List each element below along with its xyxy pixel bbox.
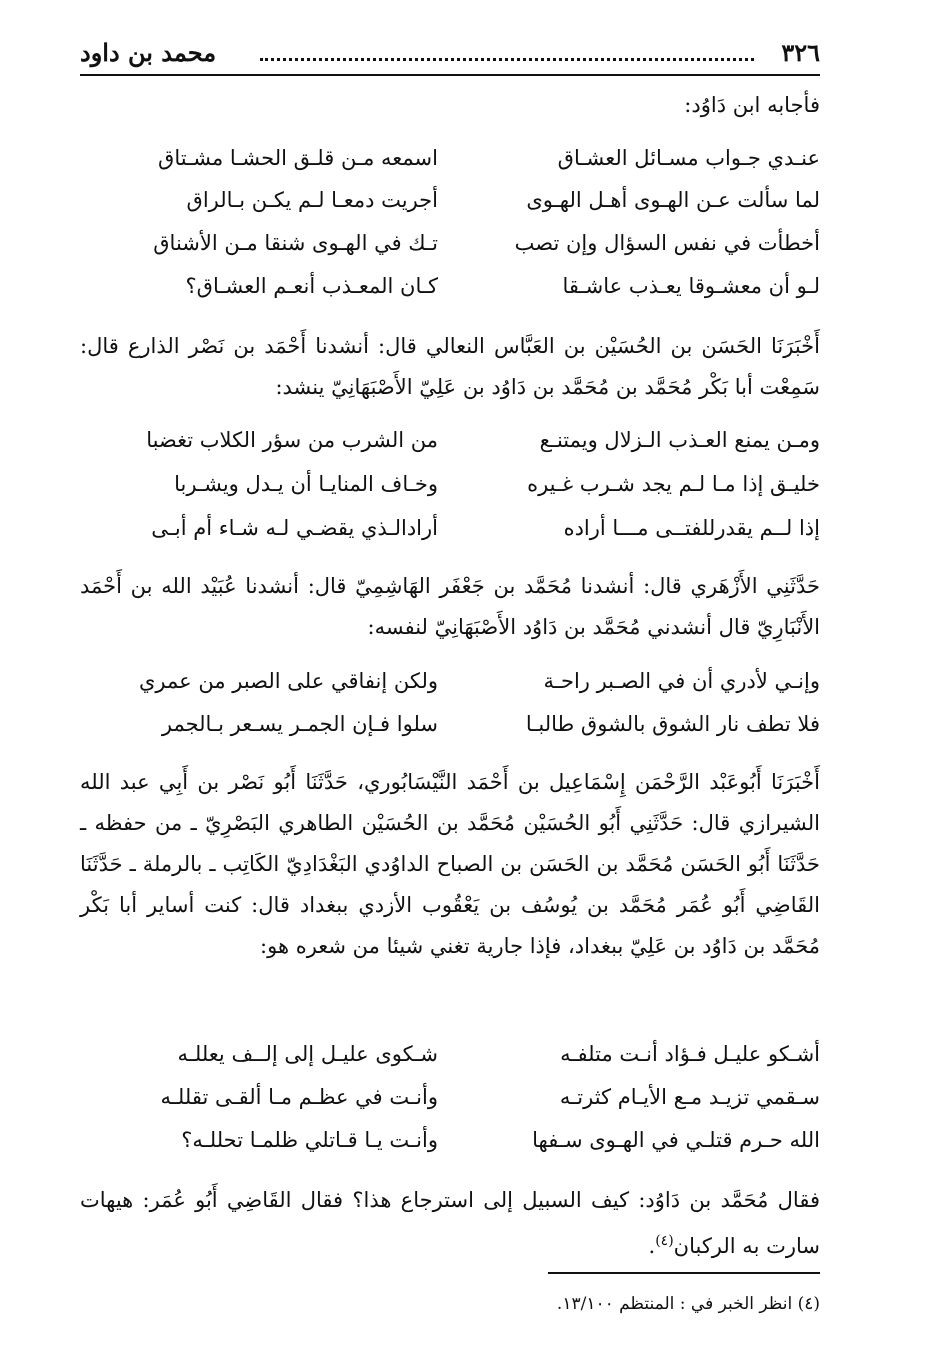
verse-line (0, 424, 940, 456)
first-hemistich: سـقمي تزيـد مـع الأيـام كثرتـه (559, 1085, 820, 1109)
first-hemistich: خليـق إذا مـا لـم يجد شـرب غـيره (527, 472, 820, 496)
second-hemistich: من الشرب من سؤر الكلاب تغضبا (146, 428, 438, 452)
first-hemistich: فلا تطف نار الشوق بالشوق طالبـا (525, 712, 820, 736)
second-hemistich: كـان المعـذب أنعـم العشـاق؟ (185, 274, 438, 298)
second-hemistich: وخـاف المنايـا أن يـدل ويشـربا (174, 472, 438, 496)
second-hemistich: أجريت دمعـا لـم يكـن بـالراق (186, 188, 438, 212)
second-hemistich: وأنـت في عظـم مـا ألقـى تقللـه (160, 1085, 438, 1109)
narration-paragraph: حَدَّثَنِي الأَزْهَري قال: أنشدنا مُحَمَّد بن جَعْفَر الهَاشِمِيّ قال: أنشدنا عُبَيْد الله بن أَحْمَد الأَنْبَارِيّ قال أنشدني مُحَمَّد بن دَاوُد الأَصْبَهَانِيّ لنفسه: (80, 574, 820, 639)
paragraph-end: . (648, 1234, 656, 1258)
first-hemistich: وإنـي لأدري أن في الصـبر راحـة (543, 669, 820, 693)
verse-line (0, 184, 940, 216)
verse-line (0, 708, 940, 740)
page-header (80, 38, 820, 76)
narration-paragraph: أَخْبَرَنَا أَبُوعَبْد الرَّحْمَن إِسْمَاعِيل بن أَحْمَد النَّيْسَابُوري، حَدَّثَنَا أَبُو نَصْر بن أَبِي عبد الله الشيرازي قال: حَدَّثَنِي أَبُو الحُسَيْن مُحَمَّد بن الحُسَيْن الطاهري البَصْرِيّ ـ من حفظه ـ حَدَّثَنَا أَبُو الحَسَن مُحَمَّد بن الحَسَن بن الصباح الداوُدي البَغْدَادِيّ الكَاتِب ـ بالرملة ـ حَدَّثَنَا القَاضِي أَبُو عُمَر مُحَمَّد بن يُوسُف بن يَعْقُوب الأزدي ببغداد قال: كنت أساير أبا بَكْر مُحَمَّد بن دَاوُد بن عَلِيّ ببغداد، فإذا جارية تغني شيئا من شعره هو: (80, 770, 820, 958)
second-hemistich: شـكوى عليـل إلى إلــف يعللـه (177, 1042, 438, 1066)
second-hemistich: وأنـت يـا قـاتلي ظلمـا تحللـه؟ (181, 1128, 438, 1152)
intro-line: فأجابه ابن دَاوُد: (684, 93, 820, 117)
footnote-separator (548, 1272, 820, 1274)
running-title: محمد بن داود (80, 38, 217, 67)
verse-line (0, 1081, 940, 1113)
first-hemistich: أخطأت في نفس السؤال وإن تصب (514, 231, 820, 255)
footnote: (٤) انظر الخبر في : المنتظم ١٣/١٠٠. (556, 1294, 820, 1314)
second-hemistich: سلوا فـإن الجمـر يسـعر بـالجمر (161, 712, 438, 736)
verse-line (0, 227, 940, 259)
verse-line (0, 1038, 940, 1070)
first-hemistich: لـو أن معشـوقا يعـذب عاشـقا (562, 274, 820, 298)
paragraph-text: فقال مُحَمَّد بن دَاوُد: كيف السبيل إلى استرجاع هذا؟ فقال القَاضِي أَبُو عُمَر: هيهات سارت به الركبان (80, 1188, 820, 1258)
narration-paragraph: أَخْبَرَنَا الحَسَن بن الحُسَيْن بن العَبَّاس النعالي قال: أنشدنا أَحْمَد بن نَصْر الذارع قال: سَمِعْت أبا بَكْر مُحَمَّد بن مُحَمَّد بن دَاوُد بن عَلِيّ الأَصْبَهَانِيّ ينشد: (80, 334, 820, 399)
first-hemistich: إذا لــم يقدرللفتــى مـــا أراده (563, 516, 820, 540)
first-hemistich: الله حـرم قتلـي في الهـوى سـفها (532, 1128, 820, 1152)
verse-line (0, 142, 940, 174)
page-number: ٣٢٦ (781, 38, 820, 67)
header-dot-leader (260, 44, 754, 61)
first-hemistich: عنـدي جـواب مسـائل العشـاق (557, 146, 820, 170)
first-hemistich: ومـن يمنع العـذب الـزلال ويمتنـع (539, 428, 820, 452)
verse-line (0, 665, 940, 697)
first-hemistich: أشـكو عليـل فـؤاد أنـت متلفـه (560, 1042, 820, 1066)
verse-line (0, 468, 940, 500)
verse-line (0, 1124, 940, 1156)
second-hemistich: أرادالـذي يقضـي لـه شـاء أم أبـى (151, 516, 438, 540)
second-hemistich: اسمعه مـن قلـق الحشـا مشـتاق (158, 146, 438, 170)
verse-line (0, 270, 940, 302)
second-hemistich: ولكن إنفاقي على الصبر من عمري (138, 669, 438, 693)
footnote-reference: (٤) (655, 1233, 674, 1249)
verse-line (0, 512, 940, 544)
second-hemistich: تـك في الهـوى شنقا مـن الأشناق (153, 231, 438, 255)
narration-paragraph (80, 1180, 820, 1267)
first-hemistich: لما سألت عـن الهـوى أهـل الهـوى (526, 188, 820, 212)
